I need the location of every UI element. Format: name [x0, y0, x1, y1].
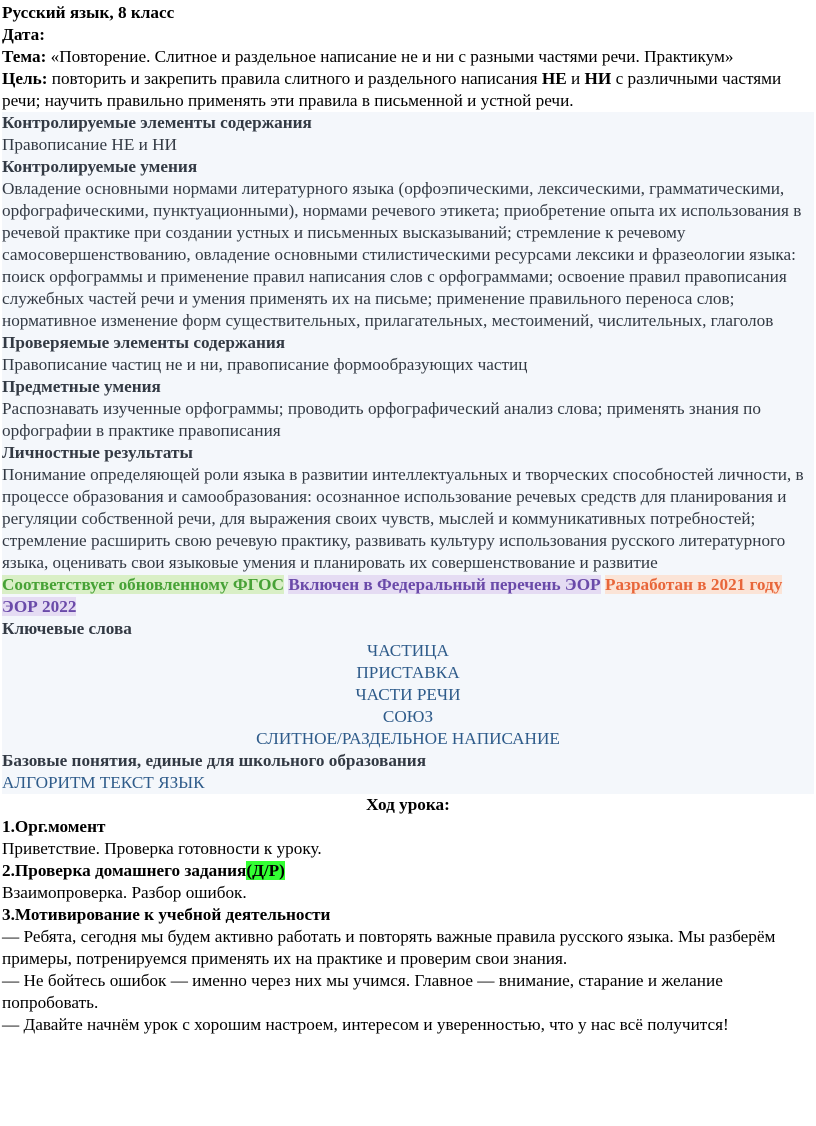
badges-line — [2, 574, 814, 618]
keywords-title: Ключевые слова — [2, 619, 132, 638]
step1-title: 1.Орг.момент — [2, 817, 106, 836]
topic-line — [2, 46, 814, 68]
eor-year-badge: ЭОР 2022 — [2, 597, 77, 616]
homework-tag: (Д/Р) — [246, 861, 285, 880]
keyword-item: СОЮЗ — [382, 707, 434, 726]
base-concepts-title: Базовые понятия, единые для школьного образования — [2, 751, 427, 770]
goal-label: Цель: — [2, 69, 48, 88]
developed-badge: Разработан в 2021 году — [604, 575, 783, 594]
date-line: Дата: — [2, 25, 45, 44]
keyword-item: ЧАСТИ РЕЧИ — [355, 685, 461, 704]
personal-results-text: Понимание определяющей роли языка в развитии интеллектуальных и творческих способностей личности, в процессе образования и самообразования: осознанное использование речевых средств для планирования и регуляции собственной речи, для выражения своих чувств, мыслей и коммуникативных потребностей; стремление расширить свою речевую практику, развивать культуру использования русского литературного языка, оценивать свои языковые умения и планировать их совершенствование и развитие — [2, 465, 804, 572]
step3-line: — Давайте начнём урок с хорошим настроем, интересом и уверенностью, что у нас всё получится! — [2, 1015, 729, 1034]
keyword-item: ЧАСТИЦА — [367, 641, 449, 660]
step2-text: Взаимопроверка. Разбор ошибок. — [2, 883, 247, 902]
keyword-item: СЛИТНОЕ/РАЗДЕЛЬНОЕ НАПИСАНИЕ — [256, 729, 560, 748]
step2-title: 2.Проверка домашнего задания — [2, 861, 247, 880]
checked-elements-title: Проверяемые элементы содержания — [2, 333, 286, 352]
goal-line: Цель: повторить и закрепить правила слитного и раздельного написания НЕ и НИ с различными частями речи; научить правильно применять эти правила в письменной и устной речи. — [2, 69, 782, 110]
lesson-title: Ход урока: — [366, 795, 450, 814]
subject-skills-text: Распознавать изученные орфограммы; проводить орфографический анализ слова; применять знания по орфографии в практике правописания — [2, 399, 761, 440]
info-block — [2, 112, 814, 794]
step3-title: 3.Мотивирование к учебной деятельности — [2, 905, 331, 924]
step1-text: Приветствие. Проверка готовности к уроку. — [2, 839, 322, 858]
keyword-item: ПРИСТАВКА — [356, 663, 460, 682]
personal-results-title: Личностные результаты — [2, 443, 193, 462]
subject-skills-title: Предметные умения — [2, 377, 161, 396]
fgos-badge: Соответствует обновленному ФГОС — [2, 575, 285, 594]
controlled-skills-text: Овладение основными нормами литературного языка (орфоэпическими, лексическими, грамматическими, орфографическими, пунктуационными), нормами речевого этикета; приобретение опыта их использования в речевой практике при создании устных и письменных высказываний; стремление к речевому самосовершенствованию, овладение основными стилистическими ресурсами лексики и фразеологии языка: поиск орфограммы и применение правил написания слов с орфограммами; освоение правил правописания служебных частей речи и умения применять их на письме; применение правильного переноса слов; нормативное изменение форм существительных, прилагательных, местоимений, числительных, глаголов — [2, 179, 802, 330]
controlled-elements-text: Правописание НЕ и НИ — [2, 135, 177, 154]
step3-line: — Не бойтесь ошибок — именно через них мы учимся. Главное — внимание, старание и желание попробовать. — [2, 971, 723, 1012]
checked-elements-text: Правописание частиц не и ни, правописание формообразующих частиц — [2, 355, 528, 374]
step3-line: — Ребята, сегодня мы будем активно работать и повторять важные правила русского языка. Мы разберём примеры, потренируемся применять их на практике и проверим свои знания. — [2, 927, 776, 968]
controlled-elements-title: Контролируемые элементы содержания — [2, 113, 312, 132]
topic-label: Тема: — [2, 47, 47, 66]
controlled-skills-title: Контролируемые умения — [2, 157, 198, 176]
topic-text: «Повторение. Слитное и раздельное написание не и ни с разными частями речи. Практикум» — [46, 47, 734, 66]
base-concepts-text: АЛГОРИТМ ТЕКСТ ЯЗЫК — [2, 773, 205, 792]
step2-title-line — [2, 860, 814, 882]
grade-heading: Русский язык, 8 класс — [2, 3, 175, 22]
eor-list-badge: Включен в Федеральный перечень ЭОР — [288, 575, 601, 594]
